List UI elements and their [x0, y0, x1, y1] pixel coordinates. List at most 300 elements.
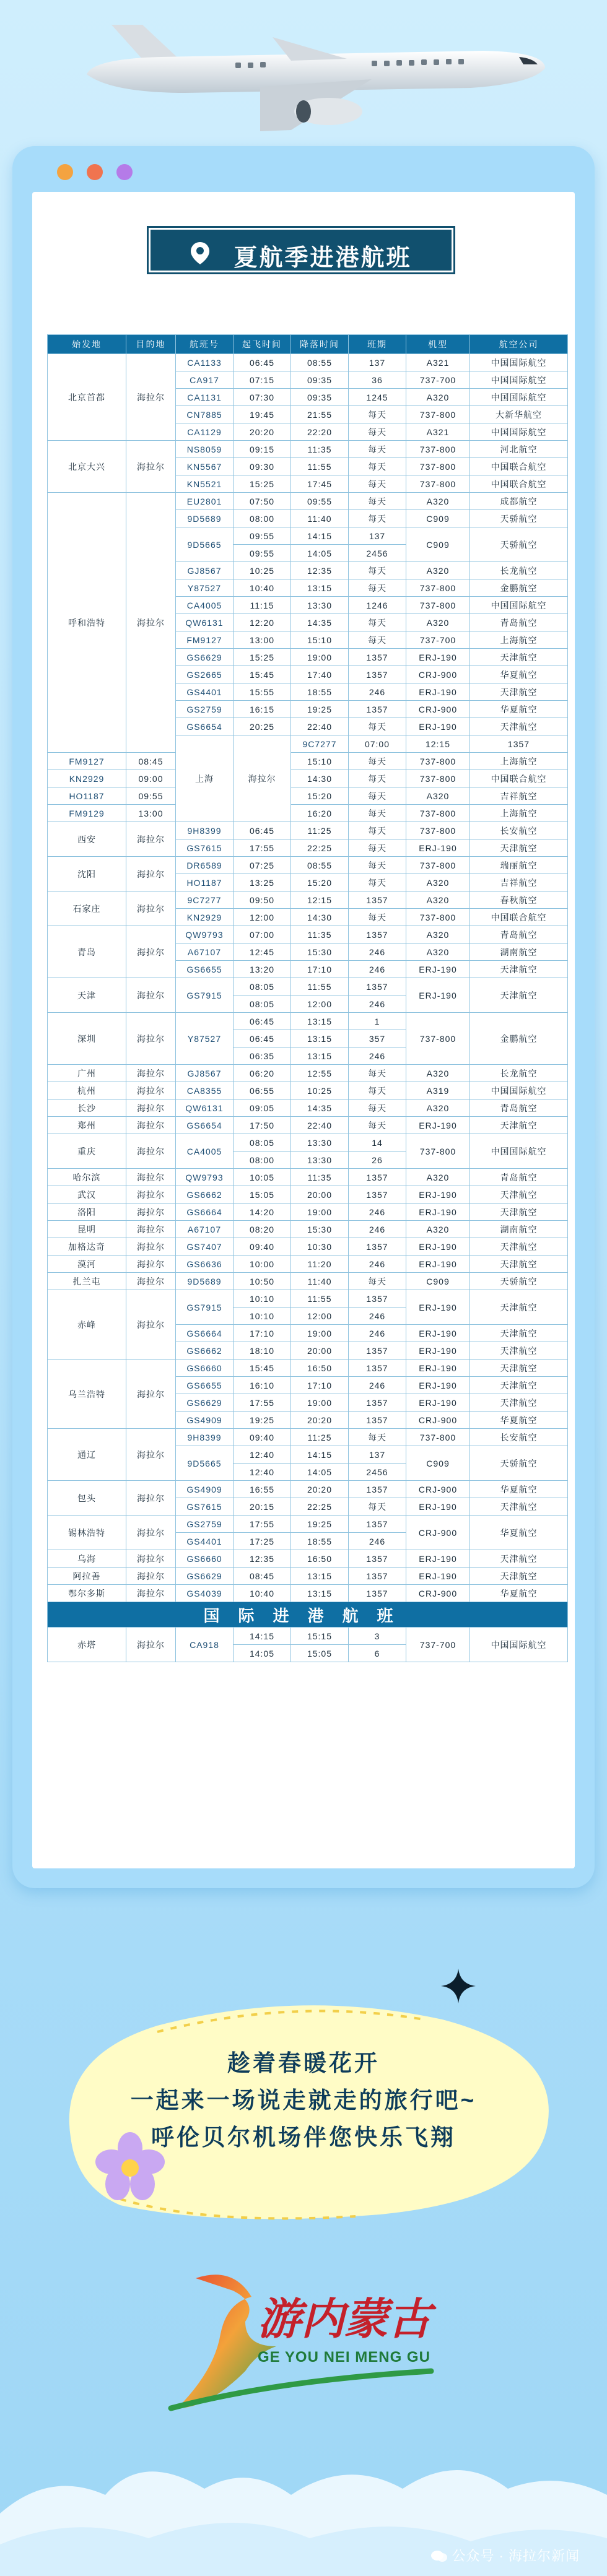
destination-cell: 海拉尔: [126, 822, 176, 857]
flight-number-cell: GS6629: [176, 649, 234, 666]
departure-time-cell: 14:15: [234, 1628, 291, 1645]
origin-cell: 乌海: [48, 1550, 126, 1568]
table-row: [48, 1516, 568, 1533]
arrival-time-cell: 15:20: [291, 874, 349, 891]
destination-cell: 海拉尔: [126, 891, 176, 926]
logo-english-text: GE YOU NEI MENG GU: [258, 2349, 430, 2366]
flight-number-cell: GS6662: [176, 1342, 234, 1360]
departure-time-cell: 20:15: [234, 1498, 291, 1516]
origin-cell: 沈阳: [48, 857, 126, 891]
departure-time-cell: 06:55: [234, 1082, 291, 1099]
aircraft-cell: ERJ-190: [406, 1394, 470, 1412]
flight-number-cell: CA4005: [176, 1134, 234, 1169]
table-row: [48, 978, 568, 995]
arrival-time-cell: 12:00: [291, 995, 349, 1013]
airline-cell: 青岛航空: [470, 1099, 568, 1117]
ge-you-nei-meng-gu-logo: [152, 2253, 450, 2433]
schedule-days-cell: 246: [349, 1377, 406, 1394]
airline-cell: 天津航空: [470, 649, 568, 666]
aircraft-cell: 737-700: [406, 371, 470, 389]
airline-cell: 长龙航空: [470, 562, 568, 579]
schedule-days-cell: 每天: [349, 718, 406, 735]
aircraft-cell: C909: [406, 1446, 470, 1481]
schedule-days-cell: 每天: [349, 787, 406, 805]
origin-cell: 深圳: [48, 1013, 126, 1065]
aircraft-cell: ERJ-190: [406, 649, 470, 666]
aircraft-cell: 737-800: [406, 805, 470, 822]
schedule-days-cell: 137: [349, 1446, 406, 1464]
destination-cell: 海拉尔: [126, 1628, 176, 1662]
arrival-time-cell: 11:55: [291, 458, 349, 475]
column-header: 航空公司: [470, 335, 568, 354]
table-row: [48, 1290, 568, 1308]
page-title: 夏航季进港航班: [234, 245, 412, 271]
arrival-time-cell: 09:55: [291, 493, 349, 510]
departure-time-cell: 09:00: [126, 770, 176, 787]
arrival-time-cell: 17:10: [291, 961, 349, 978]
schedule-days-cell: 246: [349, 943, 406, 961]
aircraft-cell: 737-800: [406, 770, 470, 787]
arrival-time-cell: 11:25: [291, 1429, 349, 1446]
departure-time-cell: 08:05: [234, 995, 291, 1013]
schedule-days-cell: 137: [349, 354, 406, 371]
flight-number-cell: GJ8567: [176, 1065, 234, 1082]
airline-cell: 华夏航空: [470, 666, 568, 683]
arrival-time-cell: 22:25: [291, 839, 349, 857]
arrival-time-cell: 13:15: [291, 1047, 349, 1065]
schedule-days-cell: 137: [349, 527, 406, 545]
table-row: [48, 1082, 568, 1099]
airline-cell: 天津航空: [470, 1498, 568, 1516]
schedule-days-cell: 246: [349, 1047, 406, 1065]
airline-cell: 天津航空: [470, 718, 568, 735]
origin-cell: 鄂尔多斯: [48, 1585, 126, 1602]
departure-time-cell: 09:55: [234, 527, 291, 545]
table-header-row: [48, 335, 568, 354]
arrival-time-cell: 15:10: [291, 753, 349, 770]
international-flights: [48, 1602, 568, 1662]
table-row: [48, 822, 568, 839]
flight-number-cell: 9D5689: [176, 510, 234, 527]
airline-cell: 大新华航空: [470, 406, 568, 423]
aircraft-cell: A320: [406, 614, 470, 631]
aircraft-cell: ERJ-190: [406, 1325, 470, 1342]
title-banner: [140, 223, 462, 282]
destination-cell: 海拉尔: [126, 857, 176, 891]
flight-number-cell: DR6589: [176, 857, 234, 874]
destination-cell: 海拉尔: [126, 1099, 176, 1117]
flight-number-cell: GS7915: [176, 1290, 234, 1325]
airline-cell: 华夏航空: [470, 1412, 568, 1429]
arrival-time-cell: 15:10: [291, 631, 349, 649]
table-row: [48, 1186, 568, 1203]
schedule-days-cell: 每天: [349, 839, 406, 857]
flight-number-cell: GS7615: [176, 839, 234, 857]
schedule-days-cell: 1: [349, 1013, 406, 1030]
arrival-time-cell: 08:55: [291, 354, 349, 371]
table-row: [48, 926, 568, 943]
origin-cell: 杭州: [48, 1082, 126, 1099]
flight-number-cell: GS4909: [176, 1412, 234, 1429]
schedule-days-cell: 每天: [349, 475, 406, 493]
flight-number-cell: CA918: [176, 1628, 234, 1662]
column-header: 目的地: [126, 335, 176, 354]
destination-cell: 海拉尔: [126, 1273, 176, 1290]
origin-cell: 武汉: [48, 1186, 126, 1203]
origin-cell: 上海: [176, 735, 234, 822]
departure-time-cell: 10:40: [234, 579, 291, 597]
flight-number-cell: CA1133: [176, 354, 234, 371]
table-row: [48, 1013, 568, 1030]
departure-time-cell: 16:10: [234, 1377, 291, 1394]
departure-time-cell: 07:30: [234, 389, 291, 406]
origin-cell: 广州: [48, 1065, 126, 1082]
airline-cell: 吉祥航空: [470, 787, 568, 805]
arrival-time-cell: 12:35: [291, 562, 349, 579]
origin-cell: 呼和浩特: [48, 493, 126, 753]
table-row: [48, 1360, 568, 1377]
airline-cell: 华夏航空: [470, 1516, 568, 1550]
arrival-time-cell: 15:15: [291, 1628, 349, 1645]
flight-number-cell: GS7615: [176, 1498, 234, 1516]
destination-cell: 海拉尔: [126, 1203, 176, 1221]
international-section-header: [48, 1602, 568, 1628]
flight-number-cell: KN2929: [176, 909, 234, 926]
departure-time-cell: 12:20: [234, 614, 291, 631]
schedule-days-cell: 246: [349, 1255, 406, 1273]
origin-cell: 西安: [48, 822, 126, 857]
schedule-days-cell: 1357: [349, 1516, 406, 1533]
arrival-time-cell: 20:20: [291, 1481, 349, 1498]
destination-cell: 海拉尔: [126, 1065, 176, 1082]
departure-time-cell: 15:45: [234, 666, 291, 683]
airline-cell: 中国联合航空: [470, 458, 568, 475]
flight-number-cell: NS8059: [176, 441, 234, 458]
arrival-time-cell: 12:15: [406, 735, 470, 753]
schedule-days-cell: 1357: [470, 735, 568, 753]
aircraft-cell: ERJ-190: [406, 1550, 470, 1568]
table-row: [48, 1169, 568, 1186]
airline-cell: 天津航空: [470, 961, 568, 978]
flight-number-cell: GS4401: [176, 683, 234, 701]
flight-number-cell: GS6664: [176, 1203, 234, 1221]
table-row: [48, 441, 568, 458]
flight-number-cell: HO1187: [48, 787, 126, 805]
aircraft-cell: 737-800: [406, 1134, 470, 1169]
departure-time-cell: 09:55: [234, 545, 291, 562]
flight-number-cell: GS6660: [176, 1360, 234, 1377]
schedule-days-cell: 每天: [349, 1117, 406, 1134]
airline-cell: 中国联合航空: [470, 475, 568, 493]
arrival-time-cell: 15:20: [291, 787, 349, 805]
departure-time-cell: 06:45: [234, 1030, 291, 1047]
arrival-time-cell: 19:00: [291, 1394, 349, 1412]
departure-time-cell: 06:20: [234, 1065, 291, 1082]
destination-cell: 海拉尔: [126, 1013, 176, 1065]
arrival-time-cell: 11:55: [291, 1290, 349, 1308]
origin-cell: 漠河: [48, 1255, 126, 1273]
aircraft-cell: 737-800: [406, 1013, 470, 1065]
table-row: [48, 1568, 568, 1585]
schedule-days-cell: 246: [349, 1325, 406, 1342]
flight-number-cell: 9D5689: [176, 1273, 234, 1290]
airline-cell: 青岛航空: [470, 1169, 568, 1186]
airline-cell: 上海航空: [470, 631, 568, 649]
departure-time-cell: 13:00: [126, 805, 176, 822]
column-header: 航班号: [176, 335, 234, 354]
arrival-time-cell: 14:30: [291, 770, 349, 787]
flight-number-cell: CN7885: [176, 406, 234, 423]
arrival-time-cell: 11:35: [291, 926, 349, 943]
schedule-days-cell: 14: [349, 1134, 406, 1151]
airline-cell: 天骄航空: [470, 510, 568, 527]
airline-cell: 长安航空: [470, 822, 568, 839]
column-header: 降落时间: [291, 335, 349, 354]
flight-number-cell: GS4401: [176, 1533, 234, 1550]
aircraft-cell: CRJ-900: [406, 1516, 470, 1550]
schedule-days-cell: 3: [349, 1628, 406, 1645]
schedule-days-cell: 每天: [349, 1099, 406, 1117]
origin-cell: 乌兰浩特: [48, 1360, 126, 1429]
flight-number-cell: GS6629: [176, 1394, 234, 1412]
aircraft-cell: C909: [406, 510, 470, 527]
arrival-time-cell: 14:15: [291, 1446, 349, 1464]
departure-time-cell: 07:50: [234, 493, 291, 510]
schedule-days-cell: 1357: [349, 1342, 406, 1360]
airline-cell: 上海航空: [470, 753, 568, 770]
origin-cell: 长沙: [48, 1099, 126, 1117]
arrival-time-cell: 11:40: [291, 1273, 349, 1290]
airline-cell: 河北航空: [470, 441, 568, 458]
aircraft-cell: 737-700: [406, 631, 470, 649]
departure-time-cell: 18:10: [234, 1342, 291, 1360]
airline-cell: 青岛航空: [470, 926, 568, 943]
departure-time-cell: 13:25: [234, 874, 291, 891]
schedule-days-cell: 1357: [349, 1481, 406, 1498]
aircraft-cell: A320: [406, 1065, 470, 1082]
airline-cell: 天骄航空: [470, 1273, 568, 1290]
arrival-time-cell: 14:35: [291, 1099, 349, 1117]
schedule-days-cell: 26: [349, 1151, 406, 1169]
flight-number-cell: CA1131: [176, 389, 234, 406]
arrival-time-cell: 09:35: [291, 371, 349, 389]
arrival-time-cell: 15:30: [291, 943, 349, 961]
departure-time-cell: 09:15: [234, 441, 291, 458]
table-row: [48, 787, 568, 805]
aircraft-cell: ERJ-190: [406, 1290, 470, 1325]
arrival-time-cell: 14:05: [291, 545, 349, 562]
origin-cell: 重庆: [48, 1134, 126, 1169]
destination-cell: 海拉尔: [126, 1585, 176, 1602]
destination-cell: 海拉尔: [126, 1516, 176, 1550]
schedule-days-cell: 2456: [349, 545, 406, 562]
departure-time-cell: 07:00: [349, 735, 406, 753]
flight-number-cell: GS2759: [176, 701, 234, 718]
arrival-time-cell: 10:30: [291, 1238, 349, 1255]
departure-time-cell: 19:45: [234, 406, 291, 423]
departure-time-cell: 08:00: [234, 1151, 291, 1169]
arrival-time-cell: 14:35: [291, 614, 349, 631]
airline-cell: 中国联合航空: [470, 909, 568, 926]
flight-number-cell: GS6629: [176, 1568, 234, 1585]
schedule-days-cell: 每天: [349, 753, 406, 770]
airline-cell: 湖南航空: [470, 943, 568, 961]
flight-number-cell: GS7407: [176, 1238, 234, 1255]
arrival-time-cell: 10:25: [291, 1082, 349, 1099]
flight-number-cell: GS4909: [176, 1481, 234, 1498]
schedule-days-cell: 1245: [349, 389, 406, 406]
origin-cell: 石家庄: [48, 891, 126, 926]
arrival-time-cell: 19:25: [291, 701, 349, 718]
arrival-time-cell: 13:15: [291, 1030, 349, 1047]
arrival-time-cell: 19:25: [291, 1516, 349, 1533]
arrival-time-cell: 21:55: [291, 406, 349, 423]
flight-number-cell: CA1129: [176, 423, 234, 441]
destination-cell: 海拉尔: [126, 493, 176, 753]
aircraft-cell: 737-800: [406, 857, 470, 874]
destination-cell: 海拉尔: [126, 1082, 176, 1099]
airline-cell: 天津航空: [470, 1203, 568, 1221]
table-row: [48, 857, 568, 874]
aircraft-cell: ERJ-190: [406, 1238, 470, 1255]
destination-cell: 海拉尔: [126, 1290, 176, 1360]
arrival-time-cell: 17:10: [291, 1377, 349, 1394]
schedule-days-cell: 246: [349, 1221, 406, 1238]
flight-number-cell: FM9129: [48, 805, 126, 822]
flight-number-cell: 9H8399: [176, 822, 234, 839]
schedule-days-cell: 每天: [349, 1429, 406, 1446]
aircraft-cell: A320: [406, 891, 470, 909]
departure-time-cell: 10:10: [234, 1308, 291, 1325]
aircraft-cell: 737-800: [406, 1429, 470, 1446]
departure-time-cell: 17:55: [234, 839, 291, 857]
aircraft-cell: 737-800: [406, 597, 470, 614]
arrival-time-cell: 16:50: [291, 1360, 349, 1377]
destination-cell: 海拉尔: [126, 1117, 176, 1134]
airline-cell: 金鹏航空: [470, 1013, 568, 1065]
schedule-days-cell: 每天: [349, 441, 406, 458]
flight-number-cell: GS2759: [176, 1516, 234, 1533]
arrival-time-cell: 14:15: [291, 527, 349, 545]
aircraft-cell: 737-800: [406, 458, 470, 475]
departure-time-cell: 12:35: [234, 1550, 291, 1568]
flight-number-cell: A67107: [176, 943, 234, 961]
aircraft-cell: C909: [406, 527, 470, 562]
origin-cell: 郑州: [48, 1117, 126, 1134]
schedule-days-cell: 每天: [349, 458, 406, 475]
origin-cell: 赤峰: [48, 1290, 126, 1360]
arrival-time-cell: 22:20: [291, 423, 349, 441]
aircraft-cell: ERJ-190: [406, 1117, 470, 1134]
schedule-days-cell: 1357: [349, 1360, 406, 1377]
schedule-days-cell: 1357: [349, 891, 406, 909]
airline-cell: 天津航空: [470, 978, 568, 1013]
aircraft-cell: ERJ-190: [406, 1377, 470, 1394]
departure-time-cell: 15:25: [234, 475, 291, 493]
table-row: [48, 1273, 568, 1290]
aircraft-cell: 737-800: [406, 753, 470, 770]
departure-time-cell: 10:25: [234, 562, 291, 579]
airline-cell: 中国国际航空: [470, 371, 568, 389]
departure-time-cell: 06:45: [234, 822, 291, 839]
arrival-time-cell: 12:00: [291, 1308, 349, 1325]
schedule-days-cell: 246: [349, 683, 406, 701]
schedule-days-cell: 每天: [349, 909, 406, 926]
aircraft-cell: A321: [406, 354, 470, 371]
destination-cell: 海拉尔: [126, 1360, 176, 1429]
arrival-time-cell: 13:30: [291, 597, 349, 614]
schedule-days-cell: 每天: [349, 1498, 406, 1516]
arrival-time-cell: 20:00: [291, 1186, 349, 1203]
airline-cell: 华夏航空: [470, 1585, 568, 1602]
departure-time-cell: 08:00: [234, 510, 291, 527]
aircraft-cell: 737-800: [406, 822, 470, 839]
arrival-time-cell: 15:30: [291, 1221, 349, 1238]
arrival-time-cell: 14:30: [291, 909, 349, 926]
arrival-time-cell: 13:15: [291, 1013, 349, 1030]
origin-cell: 北京首都: [48, 354, 126, 441]
airline-cell: 天津航空: [470, 1568, 568, 1585]
arrival-time-cell: 18:55: [291, 1533, 349, 1550]
airline-cell: 中国国际航空: [470, 423, 568, 441]
airline-cell: 天津航空: [470, 1342, 568, 1360]
aircraft-cell: ERJ-190: [406, 1568, 470, 1585]
airline-cell: 中国国际航空: [470, 354, 568, 371]
flight-number-cell: QW9793: [176, 1169, 234, 1186]
airline-cell: 瑞丽航空: [470, 857, 568, 874]
flight-number-cell: FM9127: [176, 631, 234, 649]
arrival-time-cell: 08:55: [291, 857, 349, 874]
airline-cell: 天津航空: [470, 839, 568, 857]
table-row: [48, 1134, 568, 1151]
aircraft-cell: A320: [406, 493, 470, 510]
departure-time-cell: 07:15: [234, 371, 291, 389]
airline-cell: 天津航空: [470, 1186, 568, 1203]
flight-number-cell: GS6664: [176, 1325, 234, 1342]
aircraft-cell: 737-800: [406, 909, 470, 926]
airline-cell: 中国国际航空: [470, 1082, 568, 1099]
origin-cell: 通辽: [48, 1429, 126, 1481]
table-row: [48, 1628, 568, 1645]
flight-number-cell: A67107: [176, 1221, 234, 1238]
aircraft-cell: ERJ-190: [406, 1342, 470, 1360]
airline-cell: 上海航空: [470, 805, 568, 822]
airline-cell: 华夏航空: [470, 1481, 568, 1498]
airline-cell: 长龙航空: [470, 1065, 568, 1082]
international-header-label: 国际进港航班: [48, 1602, 568, 1628]
departure-time-cell: 16:15: [234, 701, 291, 718]
aircraft-cell: A320: [406, 926, 470, 943]
flight-number-cell: HO1187: [176, 874, 234, 891]
column-header: 机型: [406, 335, 470, 354]
arrival-time-cell: 11:20: [291, 1255, 349, 1273]
aircraft-cell: ERJ-190: [406, 839, 470, 857]
schedule-days-cell: 1357: [349, 1169, 406, 1186]
airplane-illustration: [0, 0, 607, 142]
arrival-time-cell: 22:40: [291, 718, 349, 735]
departure-time-cell: 09:40: [234, 1238, 291, 1255]
departure-time-cell: 06:45: [234, 1013, 291, 1030]
table-row: [48, 1550, 568, 1568]
schedule-days-cell: 每天: [349, 631, 406, 649]
wechat-icon: [430, 2549, 448, 2563]
aircraft-cell: ERJ-190: [406, 1255, 470, 1273]
schedule-days-cell: 246: [349, 1308, 406, 1325]
arrival-time-cell: 17:45: [291, 475, 349, 493]
schedule-days-cell: 357: [349, 1030, 406, 1047]
departure-time-cell: 12:00: [234, 909, 291, 926]
flight-number-cell: QW9793: [176, 926, 234, 943]
